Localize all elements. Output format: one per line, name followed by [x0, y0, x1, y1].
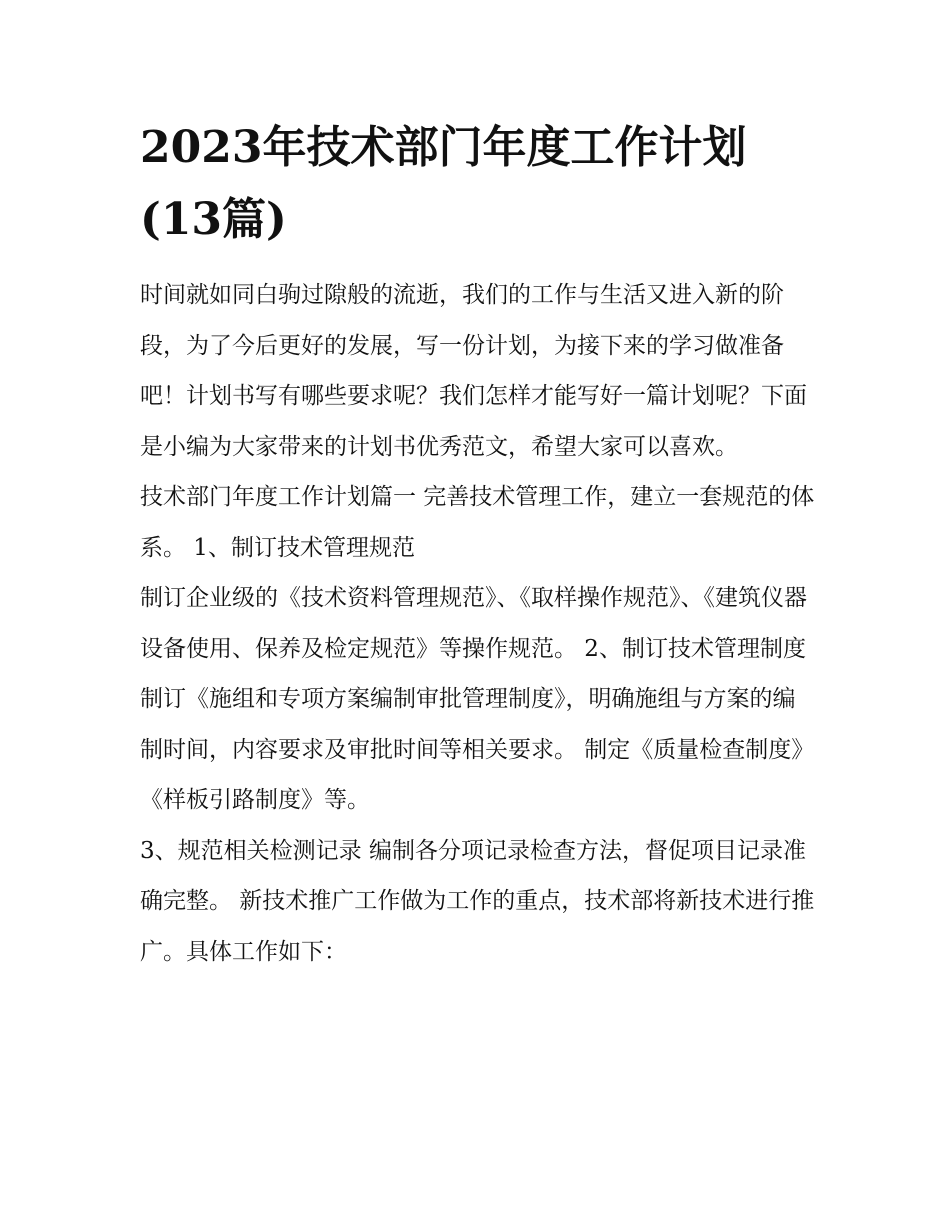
document-title: 2023年技术部门年度工作计划(13篇): [140, 122, 747, 245]
section-one-paragraph: 技术部门年度工作计划篇一 完善技术管理工作，建立一套规范的体系。 1、制订技术管理规范: [140, 484, 815, 561]
document-body: [140, 112, 816, 977]
inspection-records-paragraph: 3、规范相关检测记录 编制各分项记录检查方法，督促项目记录准确完整。 新技术推广工作做为工作的重点，技术部将新技术进行推广。具体工作如下：: [140, 837, 815, 965]
management-system-paragraph: 制订《施组和专项方案编制审批管理制度》，明确施组与方案的编制时间，内容要求及审批时间等相关要求。 制定《质量检查制度》《样板引路制度》等。: [140, 686, 815, 813]
intro-paragraph: 时间就如同白驹过隙般的流逝，我们的工作与生活又进入新的阶段，为了今后更好的发展，写一份计划，为接下来的学习做准备吧！计划书写有哪些要求呢？我们怎样才能写好一篇计划呢？下面是小编为大家带来的计划书优秀范文，希望大家可以喜欢。: [140, 282, 807, 460]
management-standards-paragraph: 制订企业级的《技术资料管理规范》、《取样操作规范》、《建筑仪器设备使用、保养及检定规范》等操作规范。 2、制订技术管理制度: [140, 585, 807, 662]
